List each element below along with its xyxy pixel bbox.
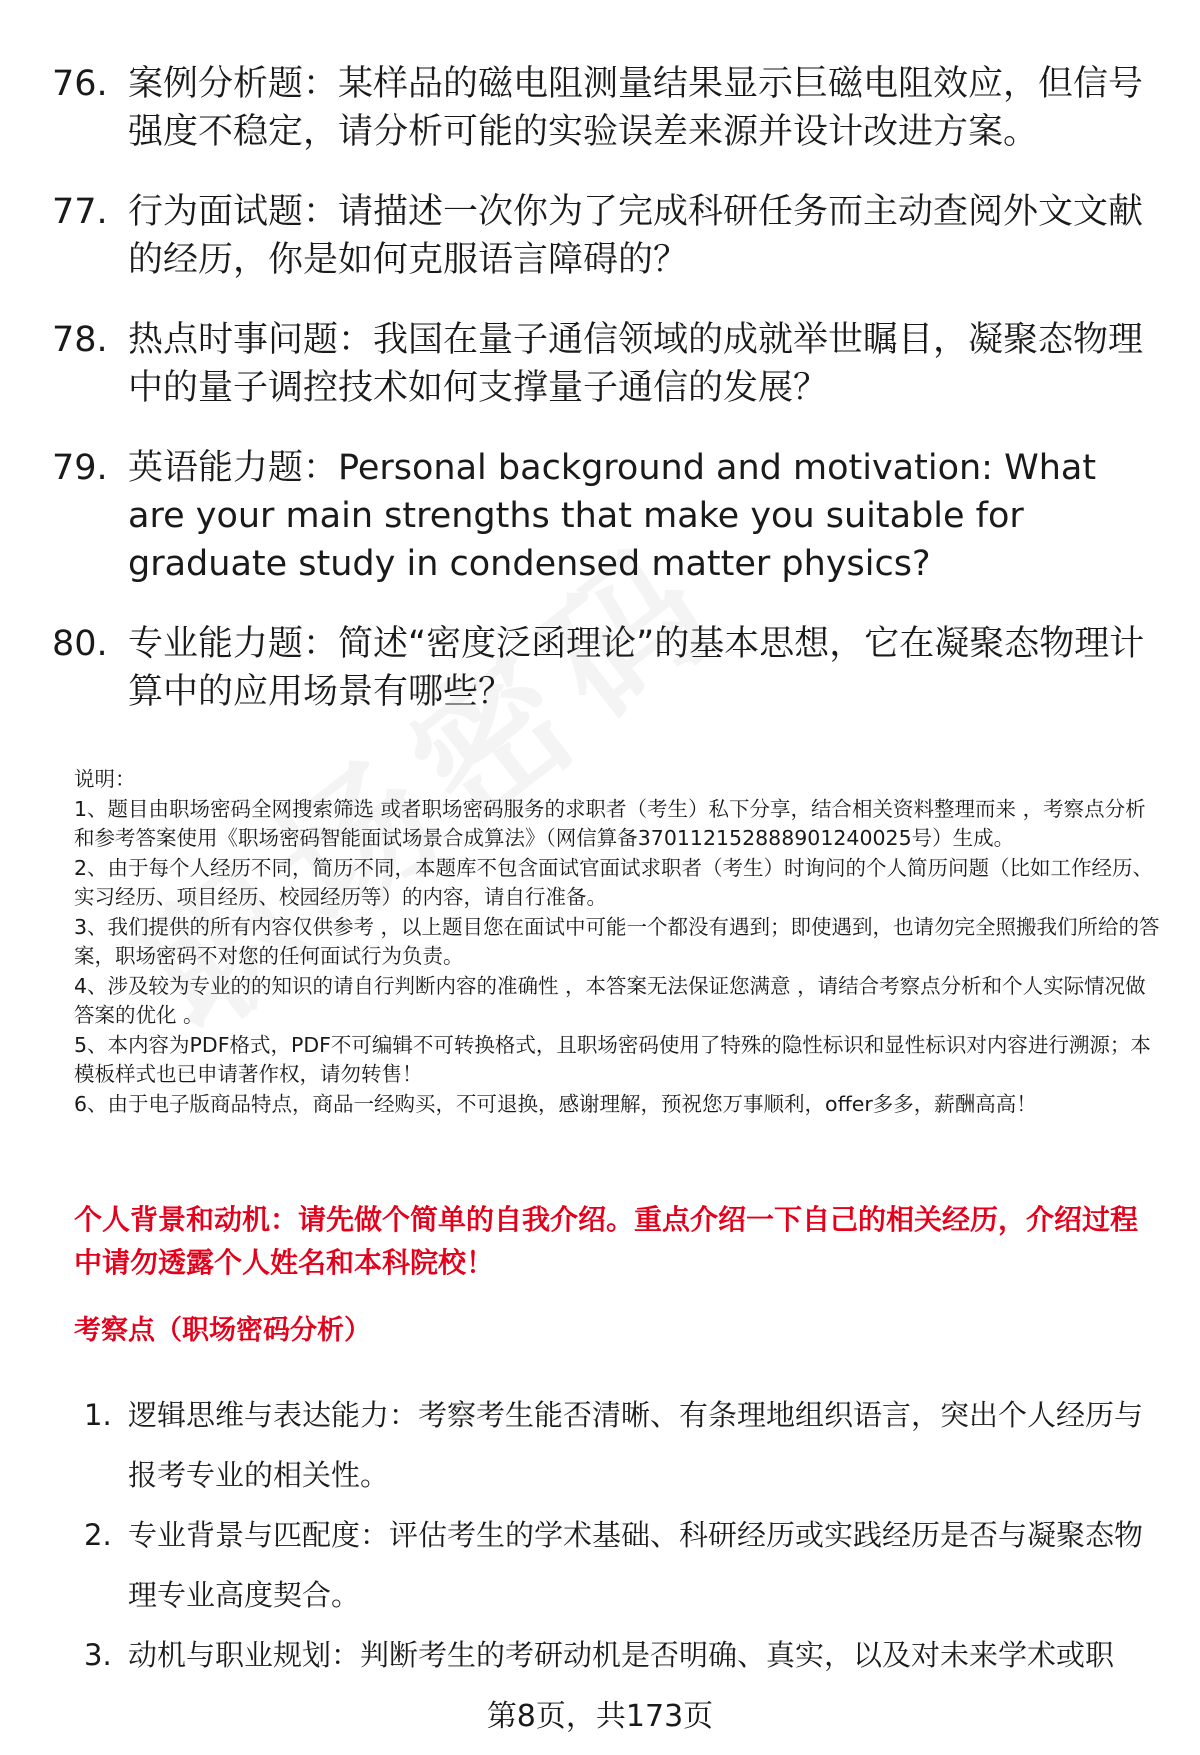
point-number: 2.: [84, 1518, 112, 1552]
question-number: 77.: [52, 192, 108, 232]
analysis-point: [84, 1625, 1164, 1685]
point-text: 专业背景与匹配度：评估考生的学术基础、科研经历或实践经历是否与凝聚态物理专业高度契合。: [128, 1518, 1144, 1612]
question-text: 热点时事问题：我国在量子通信领域的成就举世瞩目，凝聚态物理中的量子调控技术如何支撑量子通信的发展？: [128, 320, 1144, 408]
note-item: 6、由于电子版商品特点，商品一经购买，不可退换，感谢理解，预祝您万事顺利，offer多多，薪酬高高！: [74, 1091, 1037, 1116]
question-number: 79.: [52, 448, 108, 488]
question-text: 行为面试题：请描述一次你为了完成科研任务而主动查阅外文文献的经历，你是如何克服语言障碍的？: [128, 192, 1144, 280]
analysis-point: [84, 1505, 1164, 1625]
question-text: 案例分析题：某样品的磁电阻测量结果显示巨磁电阻效应，但信号强度不稳定，请分析可能的实验误差来源并设计改进方案。: [128, 64, 1144, 152]
question-item: [52, 60, 1152, 156]
question-list: [52, 60, 1152, 748]
analysis-points: [84, 1385, 1164, 1685]
page-footer: 第8页，共173页: [486, 1699, 714, 1734]
note-item: 5、本内容为PDF格式，PDF不可编辑不可转换格式，且职场密码使用了特殊的隐性标识和显性标识对内容进行溯源；本模板样式也已申请著作权，请勿转售！: [74, 1032, 1151, 1086]
question-item: [52, 444, 1152, 588]
question-item: [52, 620, 1152, 716]
question-number: 76.: [52, 64, 108, 104]
point-text: 逻辑思维与表达能力：考察考生能否清晰、有条理地组织语言，突出个人经历与报考专业的相关性。: [128, 1398, 1144, 1492]
note-item: 3、我们提供的所有内容仅供参考 ，以上题目您在面试中可能一个都没有遇到；即使遇到，也请勿完全照搬我们所给的答案，职场密码不对您的任何面试行为负责。: [74, 914, 1160, 968]
question-number: 78.: [52, 320, 108, 360]
point-text: 动机与职业规划：判断考生的考研动机是否明确、真实，以及对未来学术或职: [128, 1638, 1115, 1672]
question-text: 英语能力题：Personal background and motivation: What are your main strengths that make you suitable for graduate study in condensed matter physics?: [128, 448, 1097, 584]
point-number: 3.: [84, 1638, 112, 1672]
question-text: 专业能力题：简述“密度泛函理论”的基本思想，它在凝聚态物理计算中的应用场景有哪些？: [128, 624, 1145, 712]
note-item: 2、由于每个人经历不同，简历不同，本题库不包含面试官面试求职者（考生）时询问的个人简历问题（比如工作经历、实习经历、项目经历、校园经历等）的内容，请自行准备。: [74, 855, 1154, 909]
notes-heading: 说明：: [74, 767, 136, 791]
analysis-point: [84, 1385, 1164, 1505]
analysis-title: 考察点（职场密码分析）: [74, 1315, 371, 1346]
point-number: 1.: [84, 1398, 112, 1432]
question-item: [52, 316, 1152, 412]
notes-section: [74, 765, 1164, 1119]
question-number: 80.: [52, 624, 108, 664]
note-item: 4、涉及较为专业的的知识的请自行判断内容的准确性 ，本答案无法保证您满意 ，请结合考察点分析和个人实际情况做答案的优化 。: [74, 973, 1146, 1027]
note-item: 1、题目由职场密码全网搜索筛选 或者职场密码服务的求职者（考生）私下分享，结合相关资料整理而来 ，考察点分析和参考答案使用《职场密码智能面试场景合成算法》（网信算备370112152888901240025号）生成。: [74, 796, 1146, 850]
highlight-question: 个人背景和动机：请先做个简单的自我介绍。重点介绍一下自己的相关经历，介绍过程中请勿透露个人姓名和本科院校！: [74, 1203, 1139, 1279]
question-item: [52, 188, 1152, 284]
